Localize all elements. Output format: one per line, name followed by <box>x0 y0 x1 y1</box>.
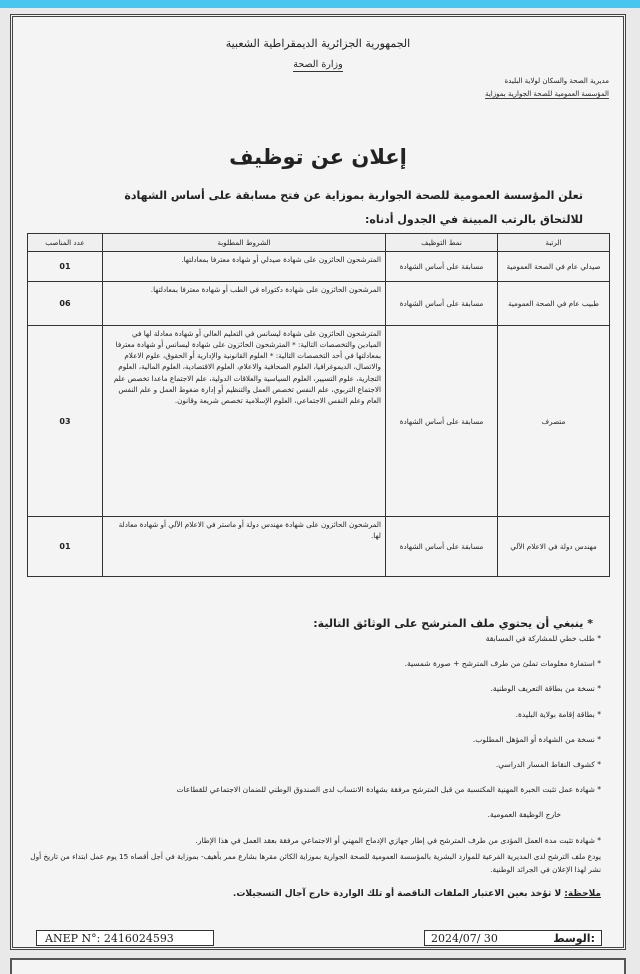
positions-table <box>27 233 610 577</box>
directorate-line: مديرية الصحة والسكان لولاية البليدة <box>504 77 609 85</box>
page-title: إعلان عن توظيف <box>229 145 407 169</box>
date-value: 2024/07/ 30 <box>431 932 498 945</box>
row-rank: متصرف <box>498 326 610 517</box>
row-rank: طبيب عام في الصحة العمومية <box>498 282 610 326</box>
next-page-edge <box>10 958 626 974</box>
republic-heading: الجمهورية الجزائرية الديمقراطية الشعبية <box>225 37 411 50</box>
row-posts: 01 <box>28 517 103 577</box>
row-posts: 06 <box>28 282 103 326</box>
list-item: * نسخة من الشهادة أو المؤهل المطلوب. <box>472 734 601 744</box>
list-item: * بطاقة إقامة بولاية البليدة. <box>515 709 601 719</box>
note-line <box>233 889 601 899</box>
header-conditions: الشروط المطلوبة <box>103 234 386 252</box>
institution-line: المؤسسة العمومية للصحة الجوارية بموزاية <box>485 90 609 98</box>
note-text: لا تؤخذ بعين الاعتبار الملفات الناقصة أو تلك الواردة خارج آجال التسجيلات. <box>232 889 565 899</box>
row-conditions: المرشحون الحائزون على شهادة دكتوراه في الطب أو شهادة معترفا بمعادلتها. <box>103 282 386 326</box>
row-rank: صيدلي عام في الصحة العمومية <box>498 252 610 282</box>
list-item: خارج الوظيفة العمومية. <box>487 810 561 820</box>
row-conditions: المترشحون الحائزون على شهادة صيدلي أو شهادة معترفا بمعادلتها. <box>103 252 386 282</box>
table-row <box>28 282 610 326</box>
intro-line-1: تعلن المؤسسة العمومية للصحة الجوارية بموزاية عن فتح مسابقة على أساس الشهادة <box>124 189 583 202</box>
documents-list <box>25 635 601 862</box>
header-posts: عدد المناصب <box>28 234 103 252</box>
row-mode: مسابقة على أساس الشهادة <box>386 252 498 282</box>
row-posts: 03 <box>28 326 103 517</box>
list-item: * شهادة تثبت مدة العمل المؤدى من طرف المترشح في إطار جهازي الإدماج المهني أو الاجتماعي مرفقة بعقد العمل في هذا الإطار. <box>195 835 601 845</box>
anep-number-box: ANEP N°: 2416024593 <box>36 930 214 946</box>
row-mode: مسابقة على أساس الشهادة <box>386 326 498 517</box>
deposit-paragraph: يودع ملف الترشح لدى المديرية الفرعية للموارد البشرية بالمؤسسة العمومية للصحة الجوارية بموزاية الكائن مقرها بشارع ممر بأهيف- بموزاية في أجل أقصاه 15 يوم عمل ابتداء من تاريخ أول نشر لهذا الإعلان في الجرائد الوطنية. <box>30 852 601 875</box>
note-label: ملاحظة: <box>564 889 601 899</box>
row-conditions: المرشحون الحائزون على شهادة مهندس دولة أو ماستر في الاعلام الآلي أو شهادة معادلة لها. <box>103 517 386 577</box>
table-row <box>28 252 610 282</box>
ministry-heading: وزارة الصحة <box>293 59 343 70</box>
documents-title: * ينبغي أن يحتوي ملف المترشح على الوثائق التالية: <box>313 617 593 630</box>
row-rank: مهندس دولة في الاعلام الآلي <box>498 517 610 577</box>
list-item: * كشوف النقاط المسار الدراسي. <box>495 759 601 769</box>
table-row <box>28 326 610 517</box>
header-mode: نمط التوظيف <box>386 234 498 252</box>
table-row <box>28 517 610 577</box>
list-item: * شهادة عمل تثبت الخبرة المهنية المكتسبة من قبل المترشح مرفقة بشهادة الانتساب لدى الصندوق الوطني للضمان الاجتماعي للقطاعات <box>176 785 601 795</box>
date-label: الوسط: <box>553 932 595 945</box>
list-item: * استمارة معلومات تملئ من طرف المترشح + صورة شمسية. <box>404 659 601 669</box>
row-conditions: المترشحون الحائزون على شهادة ليسانس في التعليم العالي أو شهادة معادلة لها في الميادين والتخصصات التالية: * المترشحون الحائزون على شهادة ليسانس أو شهادة معترفا بمعادلتها في أحد التخصصات التالية: * العلوم القانونية والإدارية أو الحقوق، علوم الاعلام والاتصال، الديموغرافيا، العلوم الصحافية والاعلام، العلوم الاقتصادية، العلوم المالية، العلوم التجارية، علوم التسيير، العلوم السياسية والعلاقات الدولية، علم الاجتماع ماعدا تخصص علم الاجتماع التربوي، علم النفس تخصص العمل والتنظيم أو إدارة ضغوط العمل و علم النفس العام وعلم النفس الاجتماعي، العلوم الإسلامية تخصص شريعة وقانون. <box>103 326 386 517</box>
row-mode: مسابقة على أساس الشهادة <box>386 517 498 577</box>
list-item: * طلب خطي للمشاركة في المسابقة <box>485 634 601 643</box>
announcement-page <box>10 14 626 950</box>
row-posts: 01 <box>28 252 103 282</box>
list-item: * نسخة من بطاقة التعريف الوطنية. <box>490 684 601 694</box>
header-rank: الرتبة <box>498 234 610 252</box>
table-header-row <box>28 234 610 252</box>
date-box <box>424 930 602 946</box>
top-accent-bar <box>0 0 640 8</box>
intro-line-2: للالتحاق بالرتب المبينة في الجدول أدناه: <box>364 213 583 226</box>
row-mode: مسابقة على أساس الشهادة <box>386 282 498 326</box>
